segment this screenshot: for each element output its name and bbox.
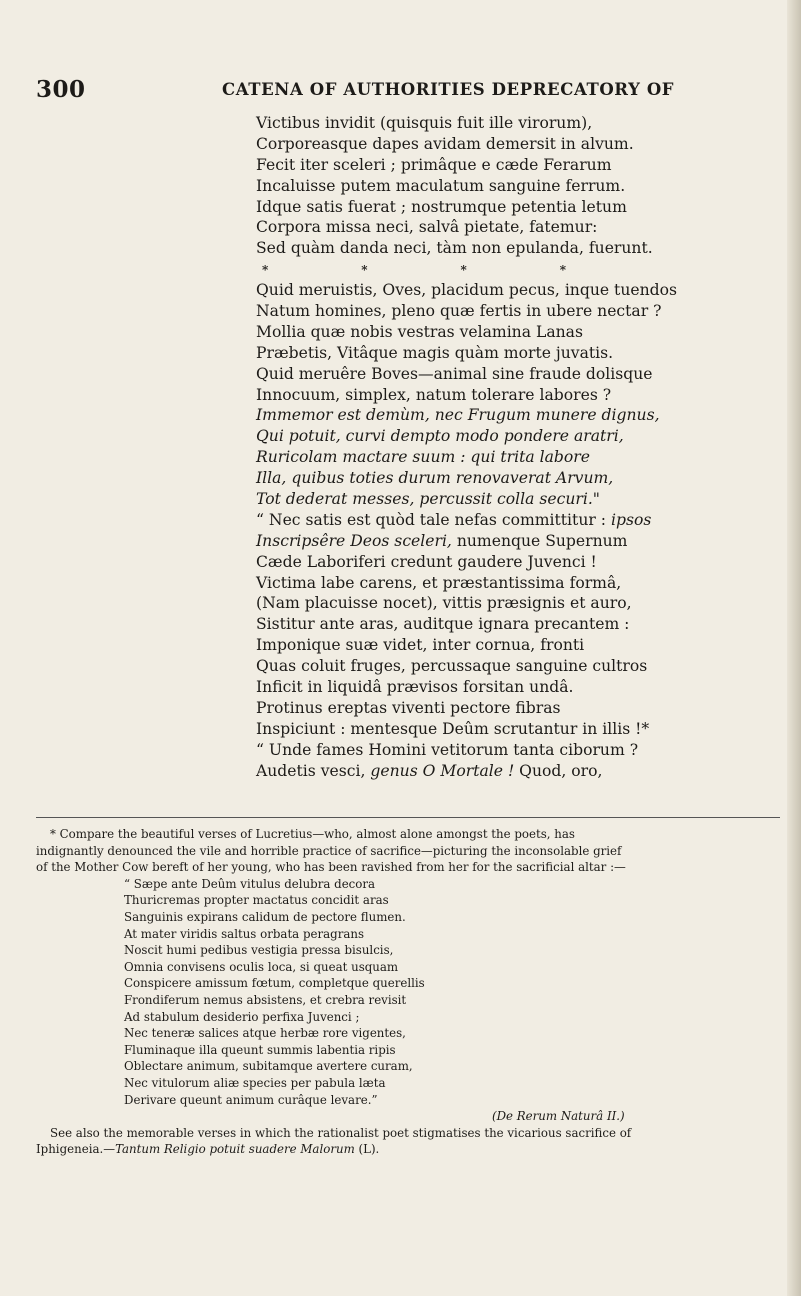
poem-text-italic: ipsos bbox=[610, 510, 652, 529]
running-title: CATENA OF AUTHORITIES DEPRECATORY OF bbox=[222, 80, 675, 99]
poem-line: Victibus invidit (quisquis fuit ille virorum), bbox=[256, 114, 593, 132]
verse-line: Oblectare animum, subitamque avertere curam, bbox=[124, 1059, 413, 1074]
footnote-source: (De Rerum Naturâ II.) bbox=[492, 1109, 625, 1124]
footnote-text: See also the memorable verses in which the rationalist poet stigmatises the vicarious sacrifice of bbox=[50, 1125, 632, 1140]
poem-line: Inficit in liquidâ prævisos forsitan undâ. bbox=[256, 678, 574, 697]
asterisk: * bbox=[460, 263, 467, 278]
poem-line-italic: Immemor est demùm, nec Frugum munere dignus, bbox=[256, 406, 660, 425]
poem-line: Fecit iter sceleri ; primâque e cæde Ferarum bbox=[256, 155, 612, 174]
poem-text: numenque Supernum bbox=[451, 531, 628, 550]
verse-line: Ad stabulum desiderio perfixa Juvenci ; bbox=[124, 1009, 360, 1024]
verse-line: Derivare queunt animum curâque levare.” bbox=[124, 1092, 378, 1107]
poem-line: Protinus ereptas viventi pectore fibras bbox=[256, 698, 561, 717]
poem-line: Corporeasque dapes avidam demersit in alvum. bbox=[256, 134, 634, 153]
poem-line: Quas coluit fruges, percussaque sanguine cultros bbox=[256, 657, 648, 676]
poem-line: Cæde Laboriferi credunt gaudere Juvenci ! bbox=[256, 552, 597, 571]
asterisk: * bbox=[262, 263, 269, 278]
poem-line-italic: Ruricolam mactare suum : qui trita labore bbox=[256, 448, 590, 467]
poem-line bbox=[256, 531, 776, 552]
poem-text: Audetis vesci, bbox=[256, 761, 371, 780]
poem-line: (Nam placuisse nocet), vittis præsignis et auro, bbox=[256, 594, 632, 613]
poem-line: Sistitur ante aras, auditque ignara precantem : bbox=[256, 615, 630, 634]
poem-line-italic: Tot dederat messes, percussit colla securi." bbox=[256, 490, 600, 509]
verse-line: Fluminaque illa queunt summis labentia ripis bbox=[124, 1042, 396, 1057]
asterisk: * bbox=[361, 263, 368, 278]
verse-line: Nec vitulorum aliæ species per pabula læta bbox=[124, 1075, 386, 1090]
asterisk: * bbox=[559, 263, 566, 278]
verse-line: Frondiferum nemus absistens, et crebra revisit bbox=[124, 992, 407, 1007]
poem-text: Quod, oro, bbox=[514, 761, 603, 780]
asterism-divider bbox=[256, 259, 566, 280]
verse-line: At mater viridis saltus orbata peragrans bbox=[124, 926, 365, 941]
poem-line: Incaluisse putem maculatum sanguine ferrum. bbox=[256, 176, 626, 195]
poem-line: Natum homines, pleno quæ fertis in ubere nectar ? bbox=[256, 302, 662, 321]
poem-line bbox=[256, 761, 776, 782]
poem-line bbox=[256, 510, 776, 531]
poem-line: Victima labe carens, et præstantissima formâ, bbox=[256, 573, 622, 592]
verse-line: Noscit humi pedibus vestigia pressa bisulcis, bbox=[124, 943, 394, 958]
page-edge-shadow bbox=[787, 0, 801, 1296]
page-number: 300 bbox=[36, 76, 86, 103]
footnote-text-part: (L). bbox=[354, 1142, 380, 1157]
poem-text-italic: Inscripsêre Deos sceleri, bbox=[256, 531, 452, 550]
poem-line: Sed quàm danda neci, tàm non epulanda, fuerunt. bbox=[256, 239, 653, 258]
poem-line: Idque satis fuerat ; nostrumque petentia letum bbox=[256, 197, 627, 216]
verse-line: Conspicere amissum fœtum, completque querellis bbox=[124, 976, 425, 991]
footnote-text bbox=[36, 1141, 788, 1158]
poem-text: “ Nec satis est quòd tale nefas committitur : bbox=[256, 510, 611, 529]
verse-line: Sanguinis expirans calidum de pectore flumen. bbox=[124, 909, 406, 924]
verse-line: “ Sæpe ante Deûm vitulus delubra decora bbox=[124, 876, 376, 891]
poem-line-italic: Illa, quibus toties durum renovaverat Arvum, bbox=[256, 469, 614, 488]
footnote-text: indignantly denounced the vile and horrible practice of sacrifice—picturing the inconsolable grief bbox=[36, 843, 622, 858]
poem-line: Præbetis, Vitâque magis quàm morte juvatis. bbox=[256, 343, 614, 362]
poem-line: Innocuum, simplex, natum tolerare labores ? bbox=[256, 385, 612, 404]
poem-line: Inspiciunt : mentesque Deûm scrutantur in illis !* bbox=[256, 719, 650, 738]
poem-line: Corpora missa neci, salvâ pietate, fatemur: bbox=[256, 218, 598, 237]
footnote-text: of the Mother Cow bereft of her young, who has been ravished from her for the sacrificial altar :— bbox=[36, 860, 626, 875]
poem-line: Quid meruêre Boves—animal sine fraude dolisque bbox=[256, 364, 653, 383]
poem-line: Imponique suæ videt, inter cornua, fronti bbox=[256, 636, 585, 655]
footnote-text: * Compare the beautiful verses of Lucretius—who, almost alone amongst the poets, has bbox=[50, 827, 575, 841]
verse-line: Omnia convisens oculis loca, si queat usquam bbox=[124, 959, 399, 974]
poem-line: Mollia quæ nobis vestras velamina Lanas bbox=[256, 322, 583, 341]
verse-line: Nec teneræ salices atque herbæ rore vigentes, bbox=[124, 1026, 406, 1041]
poem-text-italic: genus O Mortale ! bbox=[370, 761, 515, 780]
footnote bbox=[36, 826, 788, 1158]
poem-line: “ Unde fames Homini vetitorum tanta ciborum ? bbox=[256, 740, 639, 759]
page-header bbox=[0, 76, 801, 110]
poem-line-italic: Qui potuit, curvi dempto modo pondere aratri, bbox=[256, 427, 624, 446]
verse-line: Thuricremas propter mactatus concidit aras bbox=[124, 893, 389, 908]
footnote-verse bbox=[36, 876, 788, 1108]
footnote-quote-italic: Tantum Religio potuit suadere Malorum bbox=[115, 1142, 355, 1157]
footnote-rule bbox=[36, 817, 780, 818]
poem-block bbox=[256, 113, 776, 782]
footnote-text-part: Iphigeneia.— bbox=[36, 1142, 116, 1157]
poem-line: Quid meruistis, Oves, placidum pecus, inque tuendos bbox=[256, 281, 678, 300]
